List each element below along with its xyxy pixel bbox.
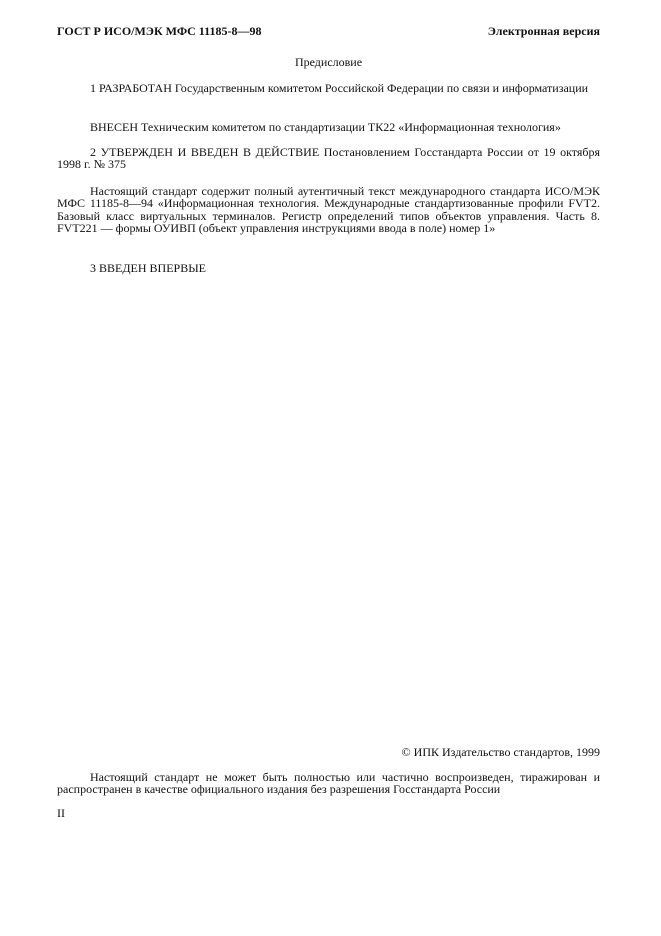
page-number: II xyxy=(57,806,65,820)
reproduction-notice: Настоящий стандарт не может быть полностью или частично воспроизведен, тиражирован и распространен в качестве официального издания без разрешения Госстандарта России xyxy=(57,770,600,797)
copyright-line: © ИПК Издательство стандартов, 1999 xyxy=(401,745,600,759)
section-title: Предисловие xyxy=(294,55,363,69)
paragraph-content-note: Настоящий стандарт содержит полный аутентичный текст международного стандарта ИСО/МЭК МФС 11185-8—94 «Информационная технология. Международные стандартизованные профили FVT2. Базовый класс виртуальных терминалов. Регистр определений типов объектов управления. Часть 8. FVT221 — формы ОУИВП (объект управления инструкциями ввода в поле) номер 1» xyxy=(57,184,600,236)
paragraph-submitted-by: ВНЕСЕН Техническим комитетом по стандартизации ТК22 «Информационная технология» xyxy=(90,120,561,134)
paragraph-first-introduced: 3 ВВЕДЕН ВПЕРВЫЕ xyxy=(90,261,206,275)
standard-designation: ГОСТ Р ИСО/МЭК МФС 11185-8—98 xyxy=(57,24,262,38)
edition-label: Электронная версия xyxy=(487,24,600,38)
document-page xyxy=(57,0,600,936)
running-header xyxy=(57,23,600,39)
paragraph-developed-by: 1 РАЗРАБОТАН Государственным комитетом Российской Федерации по связи и информатизации xyxy=(90,81,589,95)
paragraph-approved: 2 УТВЕРЖДЕН И ВВЕДЕН В ДЕЙСТВИЕ Постановлением Госстандарта России от 19 октября 1998 г. № 375 xyxy=(57,145,600,172)
